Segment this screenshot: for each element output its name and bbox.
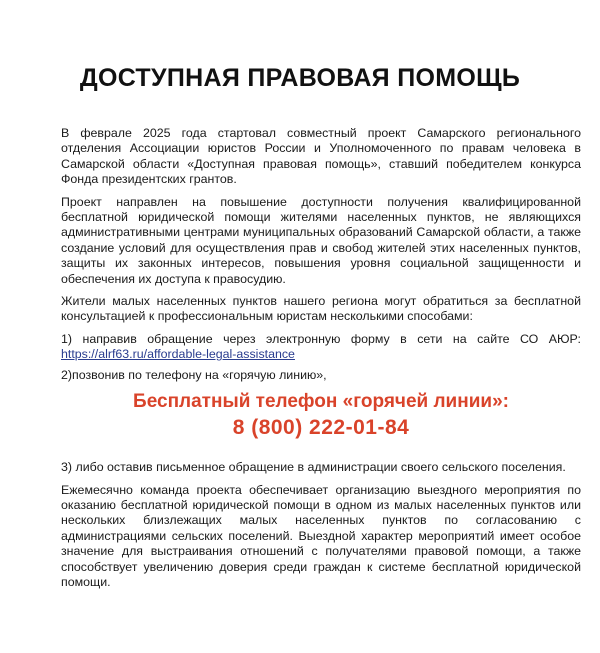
paragraph-ways-intro: Жители малых населенных пунктов нашего региона могут обратиться за бесплатной консультацией к профессиональным юристам несколькими способами: [61, 294, 581, 324]
paragraph-way-online [61, 332, 581, 363]
hotline-block [61, 390, 581, 442]
page-title: ДОСТУПНАЯ ПРАВОВАЯ ПОМОЩЬ [79, 64, 521, 92]
hotline-label: Бесплатный телефон «горячей линии»: [133, 391, 509, 413]
paragraph-intro: В феврале 2025 года стартовал совместный проект Самарского регионального отделения Ассоциации юристов России и Уполномоченного по правам человека в Самарской области «Доступная правовая помощь», ставший победителем конкурса Фонда президентских грантов. [61, 126, 581, 187]
document-body [61, 126, 581, 597]
paragraph-project-goal: Проект направлен на повышение доступности получения квалифицированной бесплатной юридической помощи жителями населенных пунктов, не являющихся административными центрами муниципальных образований Самарской области, а также создание условий для осуществления прав и свобод жителей этих населенных пунктов, защиты их законных интересов, повышения уровня социальной защищенности и обеспечения их доступа к правосудию. [61, 194, 581, 286]
way-online-text: 1) направив обращение через электронную форму в сети на сайте СО АЮР: [61, 331, 581, 346]
paragraph-field-events: Ежемесячно команда проекта обеспечивает организацию выездного мероприятия по оказанию бесплатной юридической помощи в одном из малых населенных пунктов или нескольких близлежащих малых населенных пунктов по согласованию с администрациями сельских поселений. Выездной характер мероприятий имеет особое значение для выстраивания отношений с получателями правовой помощи, а также способствует увеличению доверия среди граждан к системе бесплатной юридической помощи. [61, 482, 581, 589]
paragraph-way-phone: 2)позвонив по телефону на «горячую линию», [61, 367, 327, 382]
assistance-form-link[interactable]: https://alrf63.ru/affordable-legal-assistance [61, 347, 295, 362]
paragraph-way-written: 3) либо оставив письменное обращение в администрации своего сельского поселения. [61, 460, 566, 475]
hotline-number[interactable]: 8 (800) 222-01-84 [232, 416, 410, 440]
